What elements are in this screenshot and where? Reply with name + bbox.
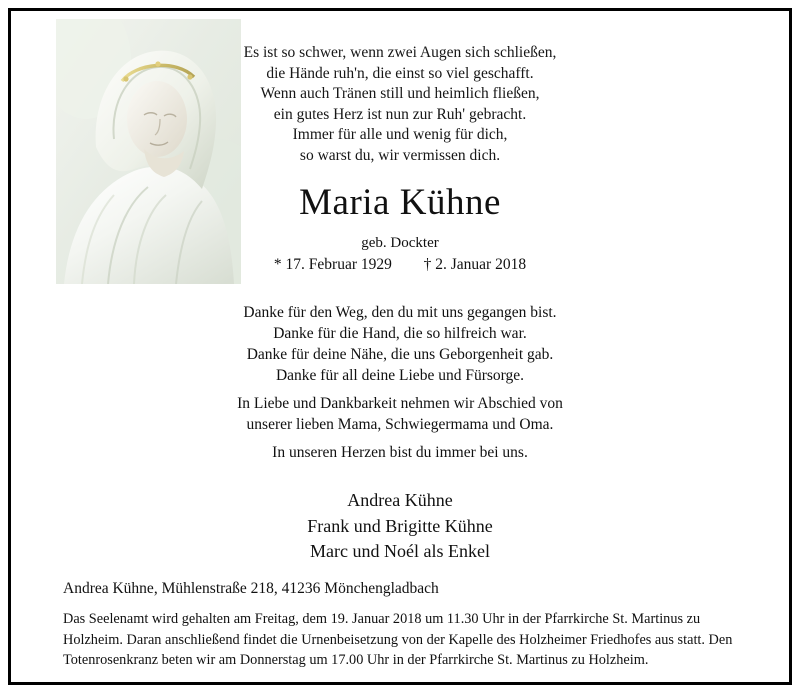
death-date: † 2. Januar 2018 bbox=[423, 256, 527, 273]
farewell-line: In Liebe und Dankbarkeit nehmen wir Abschied von bbox=[237, 395, 563, 412]
verse-block bbox=[140, 43, 660, 166]
verse-line: Wenn auch Tränen still und heimlich fließen, bbox=[260, 85, 540, 102]
verse-line: Es ist so schwer, wenn zwei Augen sich schließen, bbox=[243, 44, 557, 61]
mourner-name: Marc und Noél als Enkel bbox=[310, 541, 490, 561]
thanks-line: Danke für die Hand, die so hilfreich war. bbox=[273, 325, 527, 342]
deceased-name: Maria Kühne bbox=[299, 182, 501, 223]
thanks-block bbox=[120, 302, 680, 386]
remembrance-line: In unseren Herzen bist du immer bei uns. bbox=[272, 444, 528, 461]
notice-border bbox=[8, 8, 792, 685]
birth-date: * 17. Februar 1929 bbox=[273, 256, 392, 273]
thanks-line: Danke für den Weg, den du mit uns gegangen bist. bbox=[243, 304, 557, 321]
mourner-name: Andrea Kühne bbox=[347, 490, 453, 510]
farewell-block bbox=[120, 393, 680, 435]
notice-content bbox=[11, 11, 789, 682]
verse-line: ein gutes Herz ist nun zur Ruh' gebracht. bbox=[273, 105, 527, 123]
verse-line: Immer für alle und wenig für dich, bbox=[292, 126, 508, 143]
thanks-line: Danke für all deine Liebe und Fürsorge. bbox=[275, 367, 525, 384]
verse-line: die Hände ruh'n, die einst so viel geschafft. bbox=[266, 64, 534, 82]
service-details: Das Seelenamt wird gehalten am Freitag, dem 19. Januar 2018 um 11.30 Uhr in der Pfarrkirche St. Martinus zu Holzheim. Daran anschließend findet die Urnenbeisetzung von der Kapelle des Holzheimer Friedhofes aus statt. Den Totenrosenkranz beten wir am Donnerstag um 17.00 Uhr in der Pfarrkirche St. Martinus zu Holzheim. bbox=[63, 611, 733, 668]
contact-address: Andrea Kühne, Mühlenstraße 218, 41236 Mönchengladbach bbox=[63, 580, 439, 597]
farewell-line: unserer lieben Mama, Schwiegermama und Oma. bbox=[246, 416, 554, 433]
thanks-line: Danke für deine Nähe, die uns Geborgenheit gab. bbox=[246, 346, 554, 363]
maiden-name: geb. Dockter bbox=[361, 235, 439, 251]
mourners-block bbox=[120, 488, 680, 565]
mourner-name: Frank und Brigitte Kühne bbox=[307, 515, 493, 536]
verse-line: so warst du, wir vermissen dich. bbox=[299, 146, 501, 164]
life-dates bbox=[100, 254, 700, 276]
